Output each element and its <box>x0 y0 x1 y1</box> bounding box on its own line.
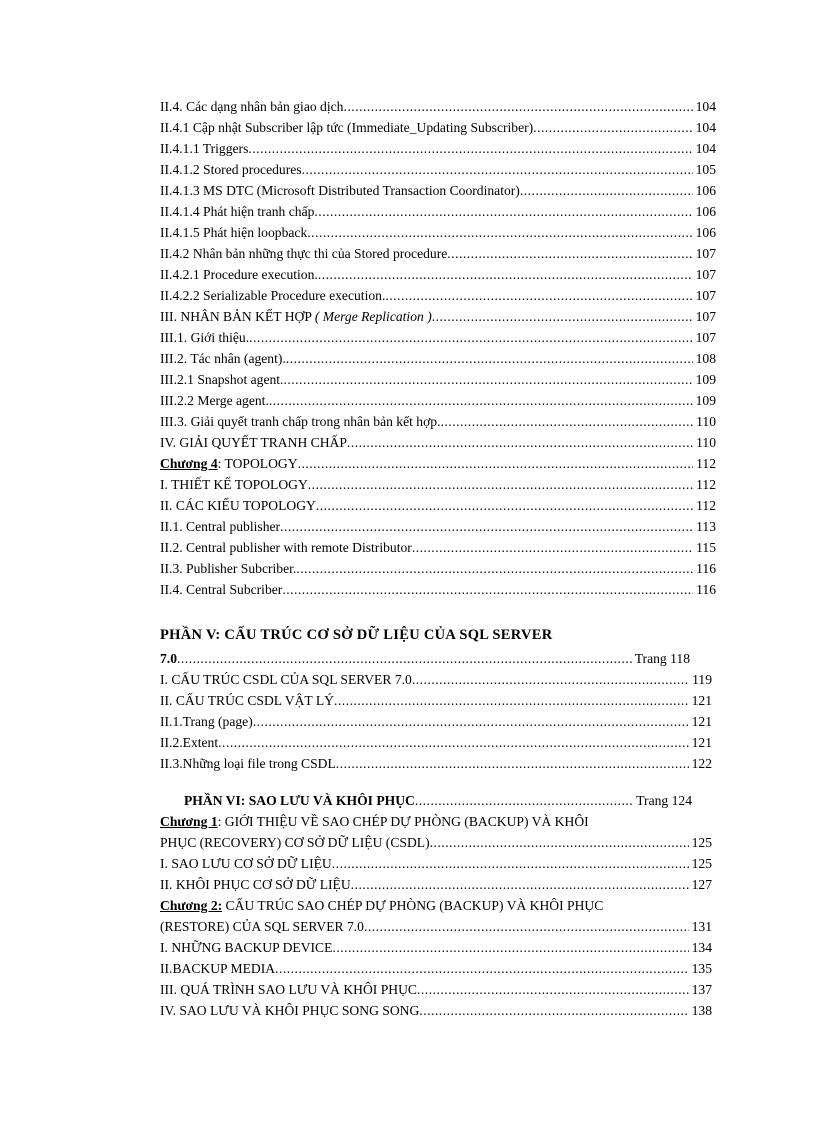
part6-heading: PHẦN VI: SAO LƯU VÀ KHÔI PHỤC ..... Trang 124 <box>160 790 692 811</box>
toc-entry: III.3. Giải quyết tranh chấp trong nhân bản kết hợp. ..... 110 <box>160 411 716 432</box>
toc-entry: II.4.1.2 Stored procedures ..... 105 <box>160 159 716 180</box>
toc-entry: II.1. Central publisher ..... 113 <box>160 516 716 537</box>
toc-entry: IV. SAO LƯU VÀ KHÔI PHỤC SONG SONG ..... 138 <box>160 1000 712 1021</box>
toc-entry: II.4.1 Cập nhật Subscriber lập tức (Immediate_Updating Subscriber) ..... 104 <box>160 117 716 138</box>
toc-entry: II.3. Publisher Subcriber. ..... 116 <box>160 558 716 579</box>
toc-entry: I. NHỮNG BACKUP DEVICE ..... 134 <box>160 937 712 958</box>
toc-entry: IV. GIẢI QUYẾT TRANH CHẤP ..... 110 <box>160 432 716 453</box>
toc-chapter-entry: Chương 4: TOPOLOGY ..... 112 <box>160 453 716 474</box>
toc-chapter-entry-cont: PHỤC (RECOVERY) CƠ SỞ DỮ LIỆU (CSDL) ..... 125 <box>160 832 712 853</box>
toc-entry: II.4.1.4 Phát hiện tranh chấp ..... 106 <box>160 201 716 222</box>
toc-entry: III.2.1 Snapshot agent. ..... 109 <box>160 369 716 390</box>
toc-entry: II.4.2 Nhân bản những thực thi của Stored procedure ..... 107 <box>160 243 716 264</box>
toc-entry: II.4.1.1 Triggers ..... 104 <box>160 138 716 159</box>
toc-entry: II.4. Central Subcriber ..... 116 <box>160 579 716 600</box>
toc-entry: I. SAO LƯU CƠ SỞ DỮ LIỆU ..... 125 <box>160 853 712 874</box>
toc-entry: II.4.2.2 Serializable Procedure execution. ..... 107 <box>160 285 716 306</box>
part6-section <box>160 790 720 1021</box>
toc-entry: II.2.Extent ..... 121 <box>160 732 712 753</box>
toc-entry: II. CẤU TRÚC CSDL VẬT LÝ ..... 121 <box>160 690 712 711</box>
chapter-label: Chương 2: <box>160 898 223 913</box>
part5-heading-line2: 7.0 ..... Trang 118 <box>160 648 690 669</box>
toc-entry: II.3.Những loại file trong CSDL ..... 122 <box>160 753 712 774</box>
toc-entry: II.4.1.3 MS DTC (Microsoft Distributed Transaction Coordinator) ..... 106 <box>160 180 716 201</box>
toc-entry: II.4.1.5 Phát hiện loopback ..... 106 <box>160 222 716 243</box>
toc-entry: I. THIẾT KẾ TOPOLOGY ..... 112 <box>160 474 716 495</box>
toc-entry: II.BACKUP MEDIA ..... 135 <box>160 958 712 979</box>
chapter-label: Chương 4 <box>160 456 218 471</box>
toc-entry: II.1.Trang (page) ..... 121 <box>160 711 712 732</box>
part5-section <box>160 622 720 774</box>
toc-entry: II.4.2.1 Procedure execution. ..... 107 <box>160 264 716 285</box>
toc-chapter-entry: Chương 2: CẤU TRÚC SAO CHÉP DỰ PHÒNG (BACKUP) VÀ KHÔI PHỤC <box>160 898 604 913</box>
toc-entry: III.2.2 Merge agent. ..... 109 <box>160 390 716 411</box>
toc-chapter-entry-cont: (RESTORE) CỦA SQL SERVER 7.0 ..... 131 <box>160 916 712 937</box>
part5-heading: PHẦN V: CẤU TRÚC CƠ SỞ DỮ LIỆU CỦA SQL SERVER <box>160 627 553 643</box>
toc-entry: I. CẤU TRÚC CSDL CỦA SQL SERVER 7.0 ..... 119 <box>160 669 712 690</box>
toc-entry: II.4. Các dạng nhân bản giao dịch ..... 104 <box>160 96 716 117</box>
toc-entry: II. CÁC KIỂU TOPOLOGY ..... 112 <box>160 495 716 516</box>
toc-entry: II.2. Central publisher with remote Distributor ..... 115 <box>160 537 716 558</box>
chapter-label: Chương 1 <box>160 814 218 829</box>
toc-entry: III. QUÁ TRÌNH SAO LƯU VÀ KHÔI PHỤC ..... 137 <box>160 979 712 1000</box>
toc-entry: III.1. Giới thiệu. ..... 107 <box>160 327 716 348</box>
toc-part4-list <box>160 96 716 600</box>
toc-entry: III. NHÂN BẢN KẾT HỢP ( Merge Replication ) ..... 107 <box>160 306 716 327</box>
toc-entry: III.2. Tác nhân (agent). ..... 108 <box>160 348 716 369</box>
toc-chapter-entry: Chương 1: GIỚI THIỆU VỀ SAO CHÉP DỰ PHÒNG (BACKUP) VÀ KHÔI <box>160 814 589 829</box>
toc-entry: II. KHÔI PHỤC CƠ SỞ DỮ LIỆU ..... 127 <box>160 874 712 895</box>
